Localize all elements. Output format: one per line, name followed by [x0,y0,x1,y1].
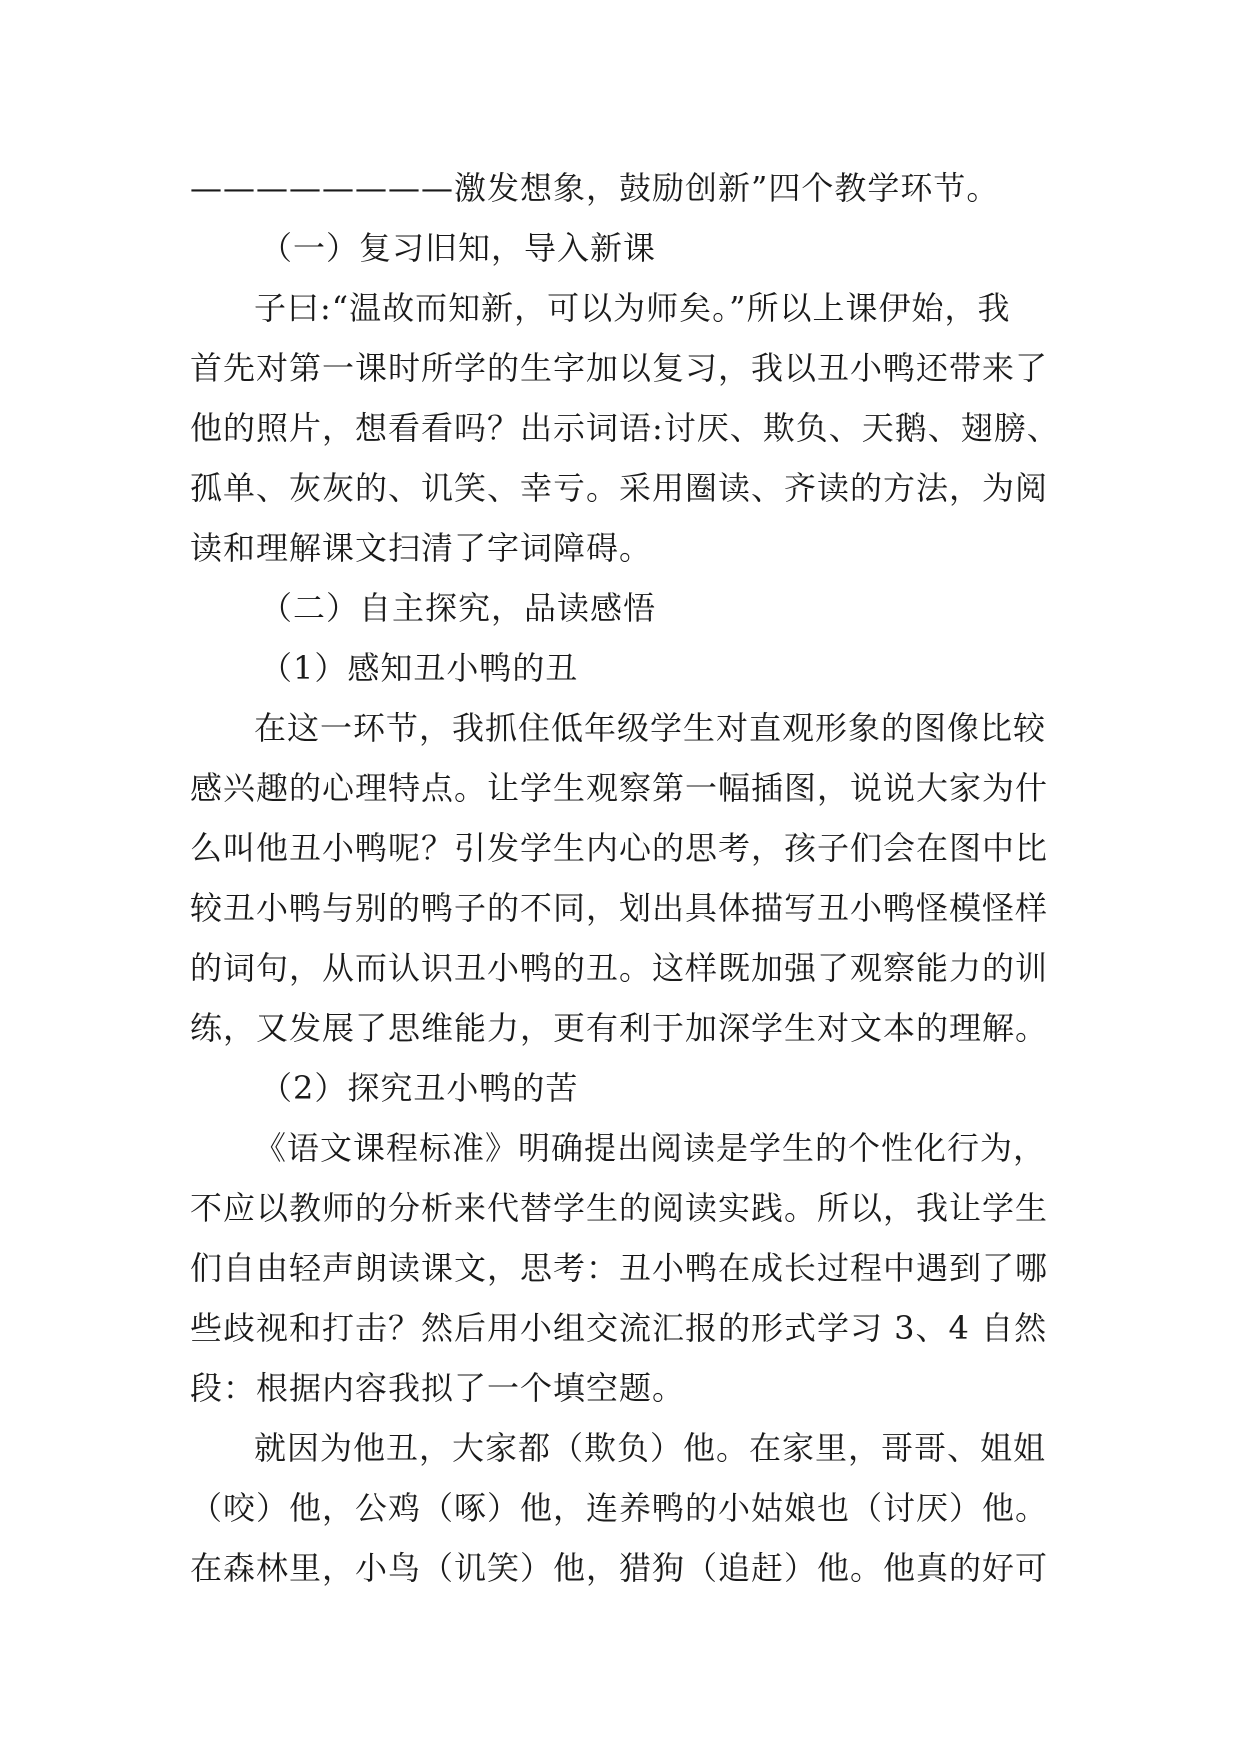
text-line: 的词句，从而认识丑小鸭的丑。这样既加强了观察能力的训 [190,949,1049,987]
subsection-heading: （2）探究丑小鸭的苦 [260,1069,579,1107]
text-line: 么叫他丑小鸭呢？引发学生内心的思考，孩子们会在图中比 [190,829,1049,867]
section-heading: （一）复习旧知，导入新课 [260,229,657,267]
text-line: 就因为他丑，大家都（欺负）他。在家里，哥哥、姐姐 [254,1429,1047,1467]
text-line: 感兴趣的心理特点。让学生观察第一幅插图，说说大家为什 [190,769,1049,807]
text-line: （咬）他，公鸡（啄）他，连养鸭的小姑娘也（讨厌）他。 [190,1489,1049,1527]
text-line: 不应以教师的分析来代替学生的阅读实践。所以，我让学生 [190,1189,1049,1227]
text-line: 们自由轻声朗读课文，思考：丑小鸭在成长过程中遇到了哪 [190,1249,1049,1287]
text-line: 些歧视和打击？然后用小组交流汇报的形式学习 3、4 自然 [190,1309,1048,1347]
text-line: 较丑小鸭与别的鸭子的不同，划出具体描写丑小鸭怪模怪样 [190,889,1049,927]
document-body [190,158,1070,1598]
text-line: 他的照片，想看看吗？出示词语:讨厌、欺负、天鹅、翅膀、 [190,409,1060,447]
text-line: ————————激发想象，鼓励创新”四个教学环节。 [190,169,1000,207]
text-line: 首先对第一课时所学的生字加以复习，我以丑小鸭还带来了 [190,349,1049,387]
text-line: 在这一环节，我抓住低年级学生对直观形象的图像比较 [254,709,1047,747]
text-line: 练，又发展了思维能力，更有利于加深学生对文本的理解。 [190,1009,1049,1047]
subsection-heading: （1）感知丑小鸭的丑 [260,649,579,687]
text-line: 子曰:“温故而知新，可以为师矣。”所以上课伊始，我 [254,289,1011,327]
section-heading: （二）自主探究，品读感悟 [260,589,657,627]
text-line: 在森林里，小鸟（讥笑）他，猎狗（追赶）他。他真的好可 [190,1549,1049,1587]
text-line: 孤单、灰灰的、讥笑、幸亏。采用圈读、齐读的方法，为阅 [190,469,1049,507]
text-line: 读和理解课文扫清了字词障碍。 [190,529,653,567]
text-line: 《语文课程标准》明确提出阅读是学生的个性化行为， [254,1129,1047,1167]
text-line: 段：根据内容我拟了一个填空题。 [190,1369,686,1407]
